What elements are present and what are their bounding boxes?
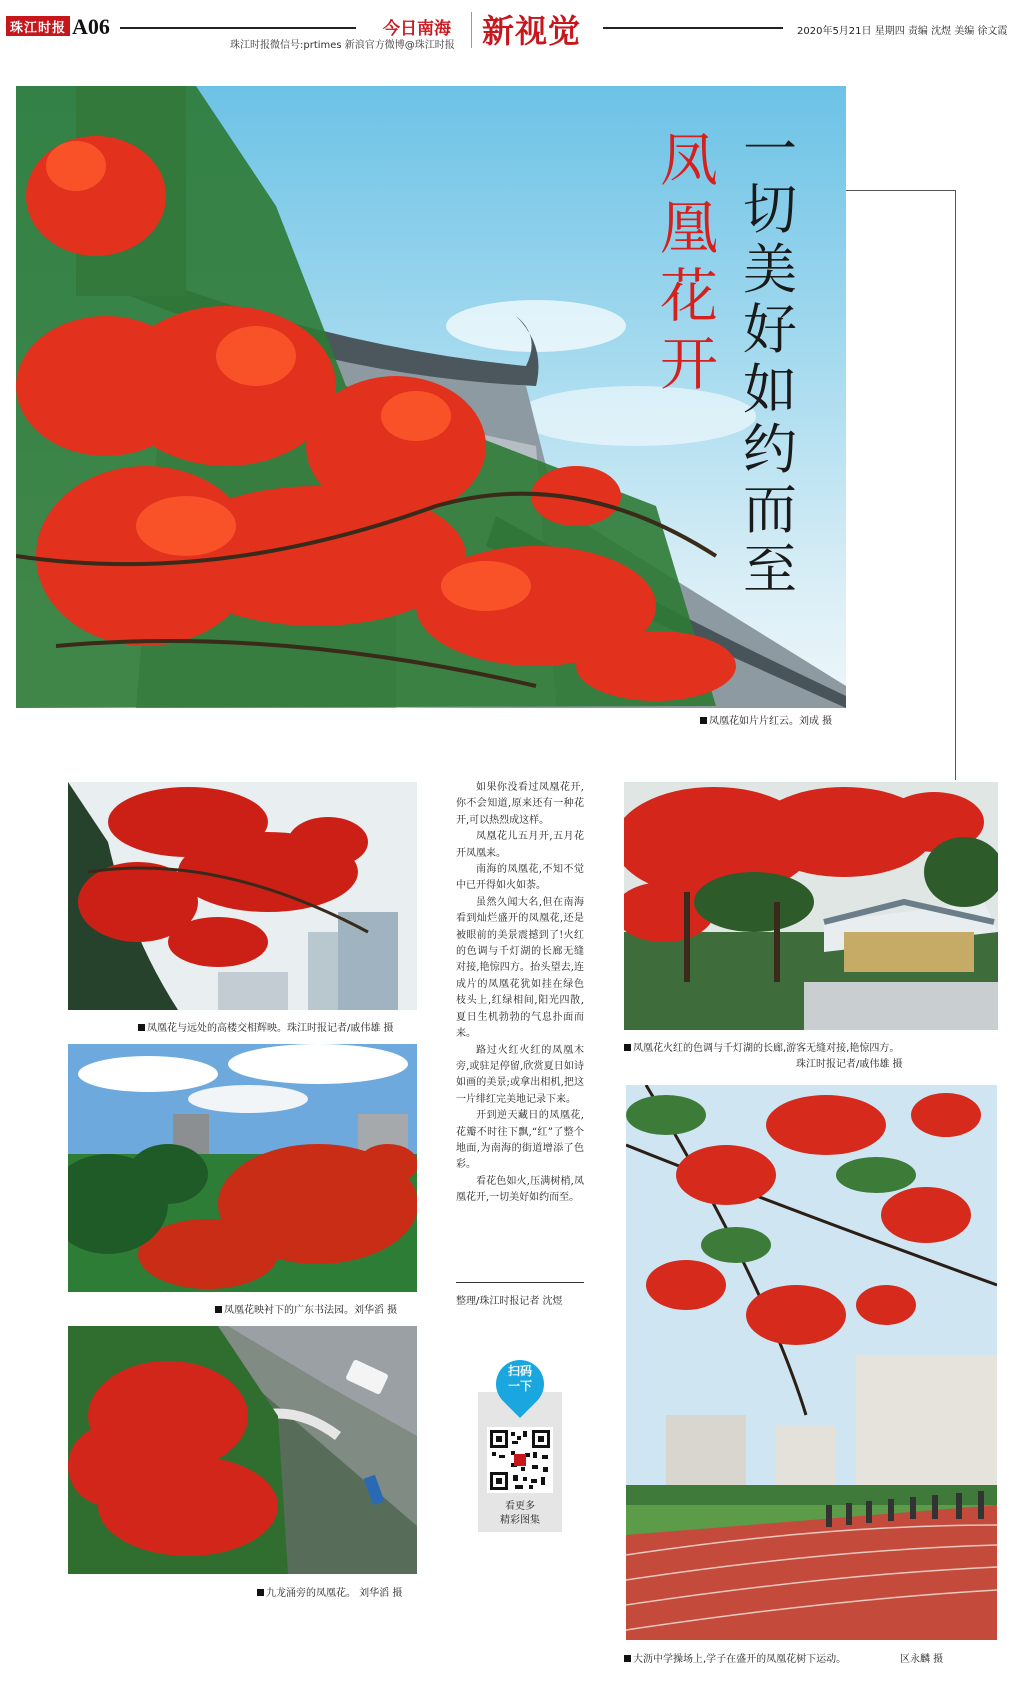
qr-code[interactable]: [487, 1427, 553, 1493]
qr-label-line: 看更多: [505, 1501, 535, 1512]
frame-line-vertical: [955, 190, 956, 780]
section-name: 今日南海: [383, 19, 451, 39]
caption-marker: [138, 1024, 145, 1031]
photo-dali-playground: [626, 1085, 997, 1640]
photo-highrise-art: [68, 782, 417, 1010]
frame-line-horizontal: [846, 190, 956, 191]
caption-marker: [624, 1655, 631, 1662]
photo-calligraphy-garden-caption: [215, 1301, 397, 1316]
photo-qiandeng-lake-credit: 珠江时报记者/戚伟雄 摄: [796, 1059, 903, 1070]
photo-highrise: [68, 782, 417, 1010]
caption-marker: [257, 1589, 264, 1596]
hero-caption: [700, 712, 832, 727]
page-number: A06: [72, 14, 110, 39]
photo-dali-playground-art: [626, 1085, 997, 1640]
photo-highrise-caption: [138, 1019, 394, 1034]
photo-qiandeng-lake-caption-text: 凤凰花火红的色调与千灯湖的长廊,游客无缝对接,艳惊四方。: [633, 1043, 900, 1054]
photo-dali-playground-caption-text: 大沥中学操场上,学子在盛开的凤凰花树下运动。: [633, 1654, 847, 1665]
article-paragraph: 开到逆天藏日的凤凰花,花瓣不时往下飘,“红”了整个地面,为南海的街道增添了色彩。: [456, 1110, 584, 1171]
newspaper-logo: 珠江时报: [6, 16, 70, 36]
header-rule-left: [120, 27, 356, 29]
article-paragraph: 看花色如火,压满树梢,凤凰花开,一切美好如约而至。: [456, 1175, 584, 1204]
article-byline: 整理/珠江时报记者 沈煜: [456, 1296, 563, 1307]
article-paragraph: 凤凰花儿五月开,五月花开凤凰来。: [456, 831, 584, 859]
photo-qiandeng-lake-caption: [624, 1039, 899, 1054]
article-paragraph: 南海的凤凰花,不知不觉中已开得如火如荼。: [456, 864, 584, 892]
header-rule-right: [603, 27, 783, 29]
social-accounts: 珠江时报微信号:prtimes 新浪官方微博@珠江时报: [230, 40, 455, 51]
hero-caption-text: 凤凰花如片片红云。刘成 摄: [709, 716, 833, 727]
photo-jiulong-creek-caption: [257, 1584, 402, 1599]
photo-calligraphy-garden: [68, 1044, 417, 1292]
headline-sub: 凤凰花开: [659, 126, 718, 398]
qr-balloon-line: 扫码: [507, 1364, 532, 1378]
date-editor-line: 2020年5月21日 星期四 责编 沈煜 美编 徐文霞: [797, 26, 1008, 37]
photo-jiulong-creek-caption-text: 九龙涌旁的凤凰花。 刘华滔 摄: [266, 1588, 403, 1599]
photo-dali-playground-credit: 区永麟 摄: [900, 1654, 944, 1665]
photo-calligraphy-garden-art: [68, 1044, 417, 1292]
headline-main: 一切美好如约而至: [743, 118, 797, 601]
article-paragraph: 路过火红火红的凤凰木旁,或驻足停留,欣赏夏日如诗如画的美景;或拿出相机,把这一片绯红完美地记录下来。: [456, 1044, 584, 1105]
photo-jiulong-creek: [68, 1326, 417, 1574]
byline-rule: [456, 1282, 584, 1283]
qr-balloon-text: [490, 1364, 550, 1394]
qr-label: [478, 1500, 562, 1528]
caption-marker: [624, 1044, 631, 1051]
article-paragraph: 如果你没看过凤凰花开,你不会知道,原来还有一种花开,可以热烈成这样。: [456, 782, 584, 826]
photo-qiandeng-lake: [624, 782, 998, 1030]
caption-marker: [215, 1306, 222, 1313]
article-body: [456, 780, 584, 1207]
qr-balloon-line: 一下: [507, 1379, 532, 1393]
photo-dali-playground-caption: [624, 1650, 846, 1665]
qr-code-pattern: [487, 1427, 553, 1493]
photo-calligraphy-garden-caption-text: 凤凰花映衬下的广东书法园。刘华滔 摄: [224, 1305, 398, 1316]
article-paragraph: 虽然久闻大名,但在南海看到灿烂盛开的凤凰花,还是被眼前的美景震撼到了!火红的色调与千灯湖的长廊无缝对接,艳惊四方。抬头望去,连成片的凤凰花犹如挂在绿色枝头上,红绿相间,阳光四散,夏日生机勃勃的气息扑面而来。: [456, 896, 584, 1040]
photo-qiandeng-lake-art: [624, 782, 998, 1030]
section-title: 新视觉: [482, 12, 582, 50]
qr-label-line: 精彩图集: [500, 1515, 540, 1526]
photo-jiulong-creek-art: [68, 1326, 417, 1574]
photo-highrise-caption-text: 凤凰花与远处的高楼交相辉映。珠江时报记者/戚伟雄 摄: [147, 1023, 394, 1034]
caption-marker: [700, 717, 707, 724]
section-divider: [471, 12, 472, 48]
